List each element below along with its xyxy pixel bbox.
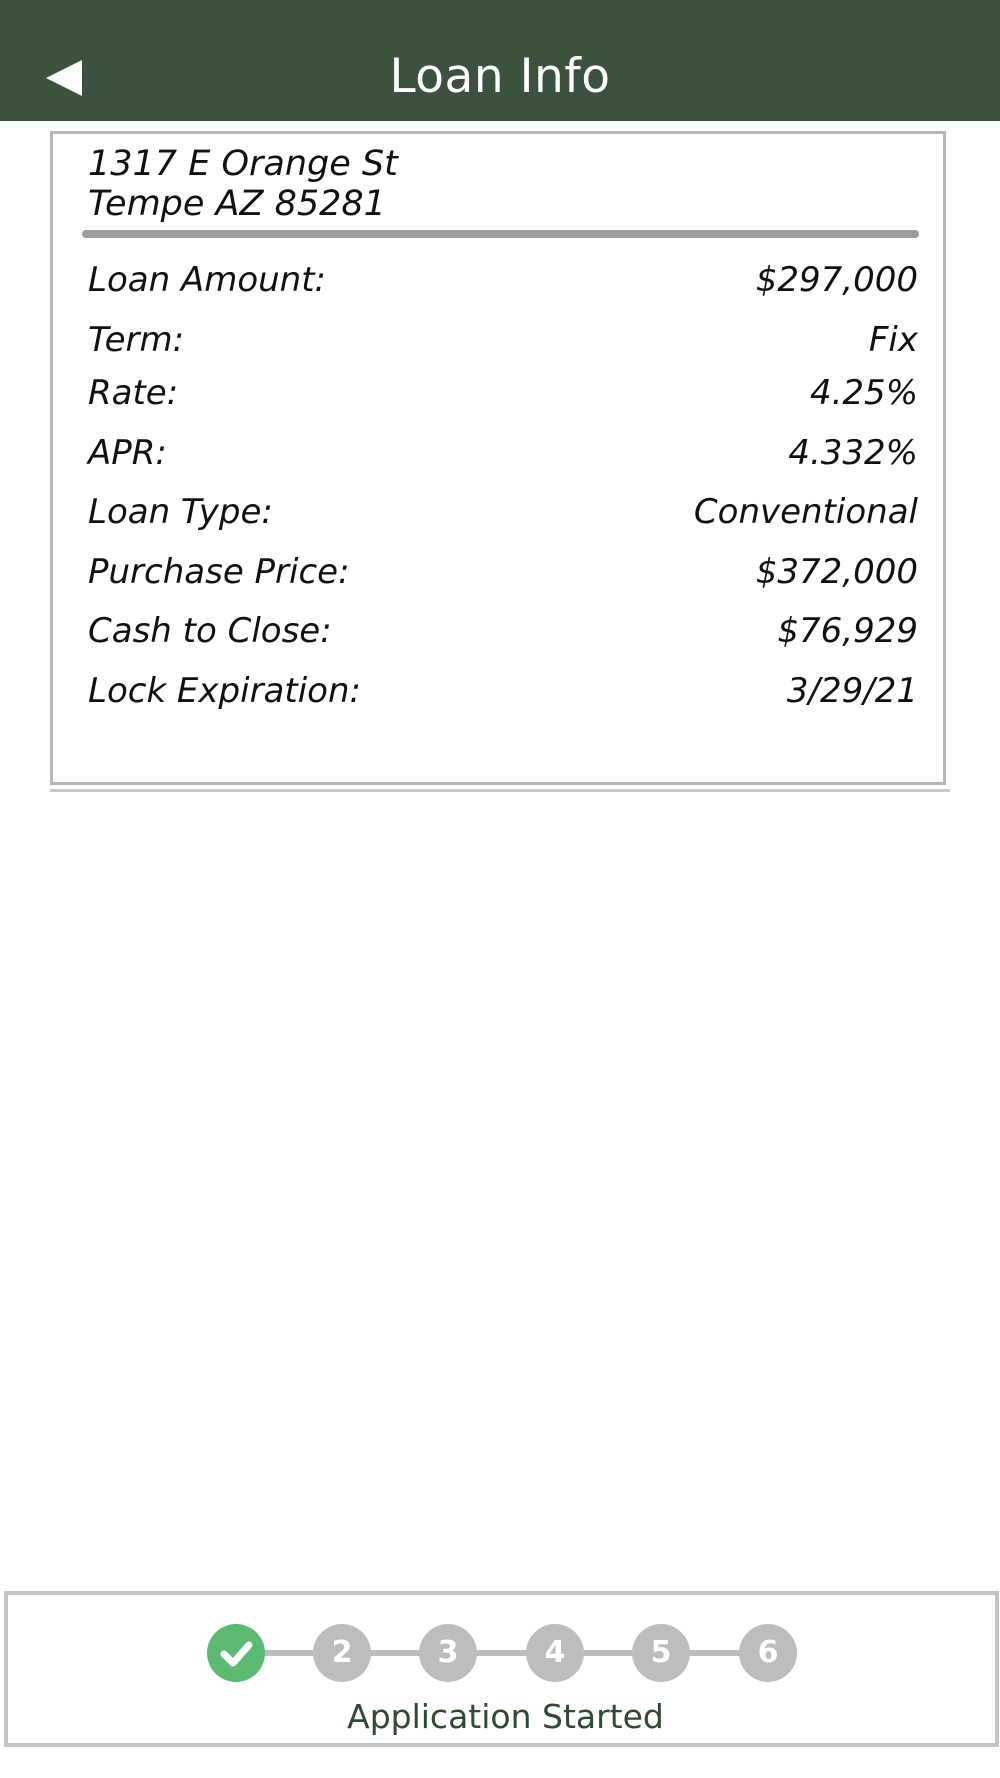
step-5[interactable]: 5 — [632, 1624, 690, 1682]
bottom-bar — [0, 1747, 1000, 1778]
rate-row — [88, 371, 918, 415]
loan-info-card — [50, 131, 946, 785]
cash-to-close-value: $76,929 — [777, 611, 918, 651]
rate-label: Rate: — [88, 373, 179, 413]
loan-type-label: Loan Type: — [88, 492, 273, 532]
address-divider — [82, 230, 919, 238]
lock-expiration-value: 3/29/21 — [786, 671, 918, 711]
card-bottom-divider — [50, 789, 950, 792]
apr-row — [88, 431, 918, 475]
cash-to-close-row — [88, 609, 918, 653]
step-2[interactable]: 2 — [313, 1624, 371, 1682]
apr-label: APR: — [88, 433, 167, 473]
cash-to-close-label: Cash to Close: — [88, 611, 332, 651]
loan-amount-row — [88, 258, 918, 302]
progress-footer — [4, 1591, 999, 1747]
step-6[interactable]: 6 — [739, 1624, 797, 1682]
lock-expiration-row — [88, 669, 918, 713]
term-row — [88, 318, 918, 362]
loan-amount-value: $297,000 — [755, 260, 918, 300]
purchase-price-row — [88, 550, 918, 594]
term-value: Fix — [868, 320, 918, 360]
step-4[interactable]: 4 — [526, 1624, 584, 1682]
app-header — [0, 0, 1000, 121]
property-address — [88, 144, 398, 224]
address-line-1: 1317 E Orange St — [88, 144, 398, 184]
checkmark-icon — [207, 1624, 265, 1682]
step-3[interactable]: 3 — [419, 1624, 477, 1682]
page-title: Loan Info — [389, 49, 611, 104]
loan-amount-label: Loan Amount: — [88, 260, 326, 300]
apr-value: 4.332% — [788, 433, 918, 473]
step-1-complete[interactable] — [207, 1624, 265, 1682]
term-label: Term: — [88, 320, 185, 360]
address-line-2: Tempe AZ 85281 — [88, 184, 386, 224]
rate-value: 4.25% — [809, 373, 918, 413]
loan-type-value: Conventional — [693, 492, 918, 532]
lock-expiration-label: Lock Expiration: — [88, 671, 361, 711]
progress-status-label: Application Started — [347, 1697, 664, 1736]
purchase-price-label: Purchase Price: — [88, 552, 350, 592]
loan-type-row — [88, 490, 918, 534]
purchase-price-value: $372,000 — [755, 552, 918, 592]
